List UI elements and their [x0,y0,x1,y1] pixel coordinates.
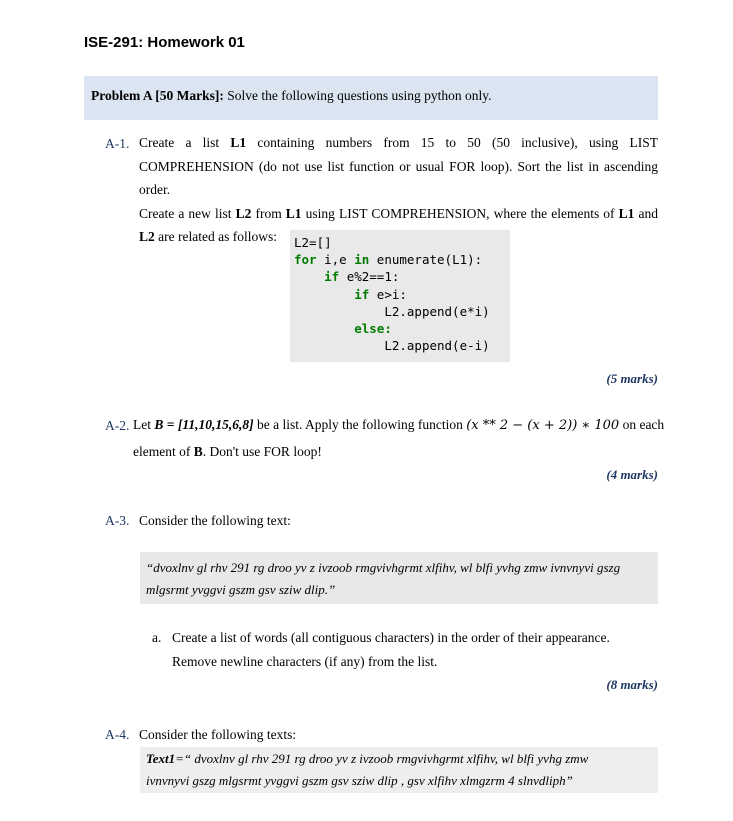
problem-heading [84,76,658,120]
problem-text: Solve the following questions using python only. [223,88,492,103]
question-a2-text [133,413,665,463]
sub-line-2: Remove newline characters (if any) from the list. [172,653,438,669]
text1-label: Text1 [146,751,176,766]
page-title: ISE-291: Homework 01 [84,34,245,51]
a3-marks: (8 marks) [606,677,658,692]
a1-line-3: Create a new list L2 from L1 using LIST COMPREHENSION, where the elements of L1 and [139,205,659,221]
question-number-a2: A-2. [105,418,130,433]
a3-quote [140,552,658,604]
question-number-a4: A-4. [105,727,130,742]
a2-line-1: Let B = [11,10,15,6,8] be a list. Apply the following function (x ** 2 − (x + 2)) ∗ 100 on each [133,417,665,433]
a2-line-2: element of B. Don't use FOR loop! [133,443,322,459]
problem-label: Problem A [50 Marks]: [91,88,224,103]
a2-marks: (4 marks) [606,467,658,482]
a1-line-2: COMPREHENSION (do not use list function or usual FOR loop). Sort the list in ascending order. [139,158,658,197]
a1-line-4: L2 are related as follows: [139,229,277,244]
a4-text1: Text1=“ dvoxlnv gl rhv 291 rg droo yv z ivzoob rmgvivhgrmt xlfihv, wl blfi yvhg zmw ivnvnyvi gszg mlgsrmt yvggvi gszm gsv sziw dlip , gsv xlfihv xlmgzrm 4 slnvdliph” [140,747,658,793]
a1-marks: (5 marks) [606,371,658,386]
code-block: L2=[] for i,e in enumerate(L1): if e%2==1: if e>i: L2.append(e*i) else: L2.append(e-i) [290,230,510,362]
a3-intro: Consider the following text: [139,513,291,528]
a4-intro: Consider the following texts: [139,727,297,742]
question-number-a1: A-1. [105,136,130,151]
question-number-a3: A-3. [105,513,130,528]
a3-quote-line-1: “dvoxlnv gl rhv 291 rg droo yv z ivzoob rmgvivhgrmt xlfihv, wl blfi yvhg zmw ivnvnyvi gszg [146,560,621,575]
a3-subquestion [152,626,610,673]
a1-line-1: Create a list L1 containing numbers from 15 to 50 (50 inclusive), using LIST [139,135,658,150]
a3-quote-line-2: mlgsrmt yvggvi gszm gsv sziw dlip.” [146,582,336,597]
sub-line-1: Create a list of words (all contiguous characters) in the order of their appearance. [172,630,610,645]
sub-letter: a. [152,630,162,645]
text1-line-2: ivnvnyvi gszg mlgsrmt yvggvi gszm gsv sziw dlip , gsv xlfihv xlmgzrm 4 slnvdliph” [146,773,573,788]
a2-function: (x ** 2 − (x + 2)) ∗ 100 [466,418,620,433]
